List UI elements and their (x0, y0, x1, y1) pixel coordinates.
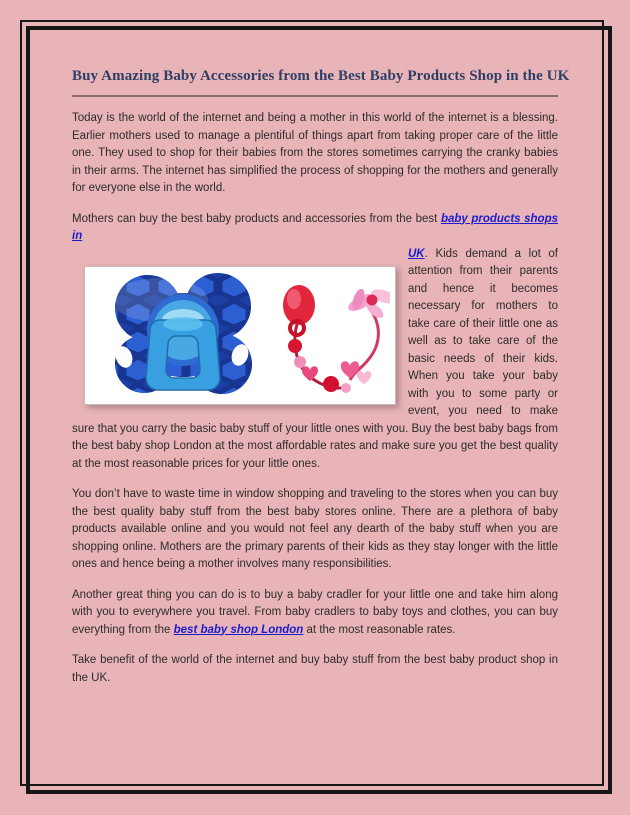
link-best-baby-shop-london[interactable]: best baby shop London (173, 623, 304, 636)
paragraph-online-shopping: You don’t have to waste time in window shopping and traveling to the stores when you can buy the best quality baby stuff from the best baby stores online. There are a plethora of baby products available online and you would not feel any dearth of the baby stuff when you are shopping online. Mothers are the primary parents of their kids as they stay longer with the little ones and hence being a mother involves many responsibilities. (72, 488, 558, 570)
paragraph-closing: Take benefit of the world of the internet and buy baby stuff from the best baby product shop in the UK. (72, 654, 558, 684)
paragraph-intro: Today is the world of the internet and being a mother in this world of the internet is a blessing. Earlier mothers used to manage a plentiful of things apart from taking proper care of the little one. They used to shop for their babies from the stores sometimes carrying the cranky babies in their arms. The internet has simplified the process of shopping for the mothers and generally for everyone else in the world. (72, 112, 558, 194)
paragraph-cradler-tail: at the most reasonable rates. (303, 623, 456, 636)
paragraph-shops-line1 (72, 211, 558, 246)
article-content (72, 66, 570, 687)
title-underline-rule (72, 95, 558, 97)
paragraph-shops-body-text: . Kids demand a lot of attention from their parents and hence it becomes necessary for mothers to take care of their little one as well as to take care of the basic needs of their kids. When you take your baby with you to some party or event, you need to make sure that you carry the basic baby stuff of your little ones with you. Buy the best baby bags from the best baby shop London at the most affordable rates and make sure you get the best quality at the most reasonable prices for your little ones. (72, 247, 558, 470)
link-baby-products-shops-in-uk[interactable]: baby products shops in (72, 212, 558, 242)
page-title: Buy Amazing Baby Accessories from the Best Baby Products Shop in the UK (72, 68, 570, 84)
paragraph-shops-text: Mothers can buy the best baby products and accessories from the best (72, 212, 441, 225)
paragraph-shops-body (72, 246, 558, 474)
paragraph-cradler (72, 587, 558, 640)
pacifier-illustration (90, 272, 390, 399)
pacifier-photo (84, 266, 396, 405)
link-baby-products-shops-in-uk-cont[interactable]: UK (408, 247, 425, 260)
paragraph-cradler-text: Another great thing you can do is to buy a baby cradler for your little one and take him along with you to everywhere you travel. From baby cradlers to baby toys and clothes, you can buy everything from the (72, 588, 558, 636)
